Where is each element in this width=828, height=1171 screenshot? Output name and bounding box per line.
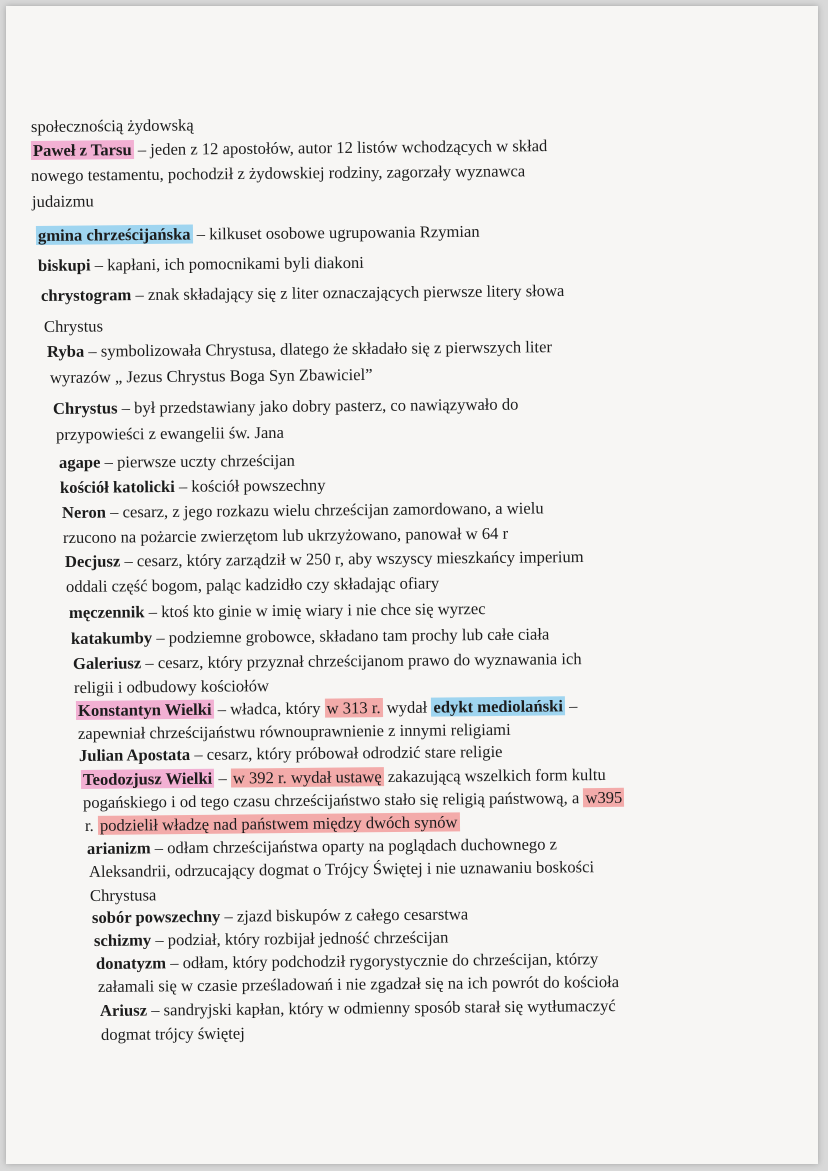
glossary-entry: Teodozjusz Wielki – w 392 r. wydał ustawę zakazującą wszelkich form kultu [82, 764, 606, 789]
term-schizmy: schizmy [93, 930, 152, 950]
glossary-entry: arianizm – odłam chrześcijaństwa oparty na poglądach duchownego z [86, 834, 558, 858]
text-line: społecznością żydowską [30, 115, 194, 136]
text-line: judaizmu [31, 191, 94, 211]
glossary-entry: katakumby – podziemne grobowce, składano tam prochy lub całe ciała [70, 624, 550, 648]
text-line: r. podzielił władzę nad państwem między dwóch synów [84, 812, 458, 835]
text-line: zapewniał chrześcijaństwu równouprawnienie z innymi religiami [77, 719, 511, 743]
term-ryba: Ryba [46, 341, 85, 361]
term-edykt-mediolanski: edykt mediolański [433, 696, 564, 717]
term-biskupi: biskupi [37, 255, 91, 275]
text-line: pogańskiego i od tego czasu chrześcijaństwo stało się religią państwową, a w395 [82, 787, 623, 812]
glossary-entry: gmina chrześcijańska – kilkuset osobowe ugrupowania Rzymian [37, 221, 480, 245]
term-neron: Neron [61, 502, 107, 522]
text-line: religii i odbudowy kościołów [73, 676, 270, 697]
term-donatyzm: donatyzm [95, 953, 167, 973]
term-gmina-chrzescijanska: gmina chrześcijańska [37, 224, 191, 245]
glossary-entry: Julian Apostata – cesarz, który próbował odrodzić stare religie [78, 741, 503, 765]
glossary-entry: chrystogram – znak składający się z liter oznaczających pierwsze litery słowa [40, 280, 565, 305]
term-chrystus: Chrystus [52, 398, 118, 418]
term-julian-apostata: Julian Apostata [78, 744, 191, 765]
term-pawel-z-tarsu: Paweł z Tarsu [32, 140, 132, 160]
text-line: Chrystus [43, 316, 104, 336]
term-galeriusz: Galeriusz [72, 653, 142, 673]
glossary-entry: Ariusz – sandryjski kapłan, który w odmienny sposób starał się wytłumaczyć [99, 996, 616, 1020]
glossary-entry: kościół katolicki – kościół powszechny [59, 475, 326, 497]
glossary-entry: Galeriusz – cesarz, który przyznał chrześcijanom prawo do wyznawania ich [72, 649, 582, 673]
text-line: wyrazów „ Jezus Chrystus Boga Syn Zbawiciel” [49, 364, 373, 387]
term-teodozjusz-wielki: Teodozjusz Wielki [82, 768, 213, 789]
text-line: rzucono na pożarcie zwierzętom lub ukrzyżowano, panował w 64 r [62, 523, 509, 547]
text-line: przypowieści z ewangelii św. Jana [55, 422, 285, 444]
text-line: Aleksandrii, odrzucający dogmat o Trójcy Świętej i nie uznawaniu boskości [88, 857, 595, 881]
term-katakumby: katakumby [70, 628, 153, 648]
text-line: Chrystusa [89, 885, 157, 905]
term-meczennik: męczennik [68, 602, 145, 622]
glossary-entry: schizmy – podział, który rozbijał jedność chrześcijan [93, 927, 449, 950]
term-decjusz: Decjusz [64, 551, 121, 571]
term-arianizm: arianizm [86, 838, 151, 858]
glossary-entry: męczennik – ktoś kto ginie w imię wiary i nie chce się wyrzec [68, 599, 486, 622]
term-sobor-powszechny: sobór powszechny [91, 906, 221, 927]
highlight-date: w 313 r. [326, 698, 381, 718]
highlight-division: podzielił władzę nad państwem między dwóch synów [99, 812, 458, 835]
term-chrystogram: chrystogram [40, 285, 132, 305]
term-konstantyn-wielki: Konstantyn Wielki [77, 699, 212, 720]
glossary-entry: biskupi – kapłani, ich pomocnikami byli diakoni [37, 252, 364, 275]
glossary-entry: donatyzm – odłam, który podchodził rygorystycznie do chrześcijan, którzy [95, 949, 599, 973]
text-line: nowego testamentu, pochodził z żydowskiej rodziny, zagorzały wyznawca [30, 161, 526, 185]
glossary-entry: Chrystus – był przedstawiany jako dobry pasterz, co nawiązywało do [52, 394, 519, 418]
term-agape: agape [58, 452, 101, 472]
glossary-entry: Konstantyn Wielki – władca, który w 313 r. wydał edykt mediolański – [77, 696, 578, 720]
highlight-law: w 392 r. wydał ustawę [232, 767, 382, 788]
glossary-entry: Neron – cesarz, z jego rozkazu wielu chrześcijan zamordowano, a wielu [61, 498, 544, 522]
term-kosciol-katolicki: kościół katolicki [59, 476, 175, 497]
glossary-entry: agape – pierwsze uczty chrześcijan [58, 450, 295, 472]
highlight-year: w395 [585, 787, 623, 808]
glossary-entry: sobór powszechny – zjazd biskupów z całego cesarstwa [91, 904, 469, 927]
text-line: oddali część bogom, paląc kadzidło czy składając ofiary [65, 573, 440, 596]
text-line: załamali się w czasie prześladowań i nie zgadzał się na ich powrót do kościoła [97, 971, 620, 996]
glossary-entry: Paweł z Tarsu – jeden z 12 apostołów, autor 12 listów wchodzących w skład [32, 136, 548, 160]
glossary-entry: Ryba – symbolizowała Chrystusa, dlatego że składało się z pierwszych liter [46, 337, 553, 361]
term-ariusz: Ariusz [99, 1000, 148, 1020]
glossary-entry: Decjusz – cesarz, który zarządził w 250 r, aby wszyscy mieszkańcy imperium [64, 547, 584, 571]
text-line: dogmat trójcy świętej [100, 1023, 245, 1044]
